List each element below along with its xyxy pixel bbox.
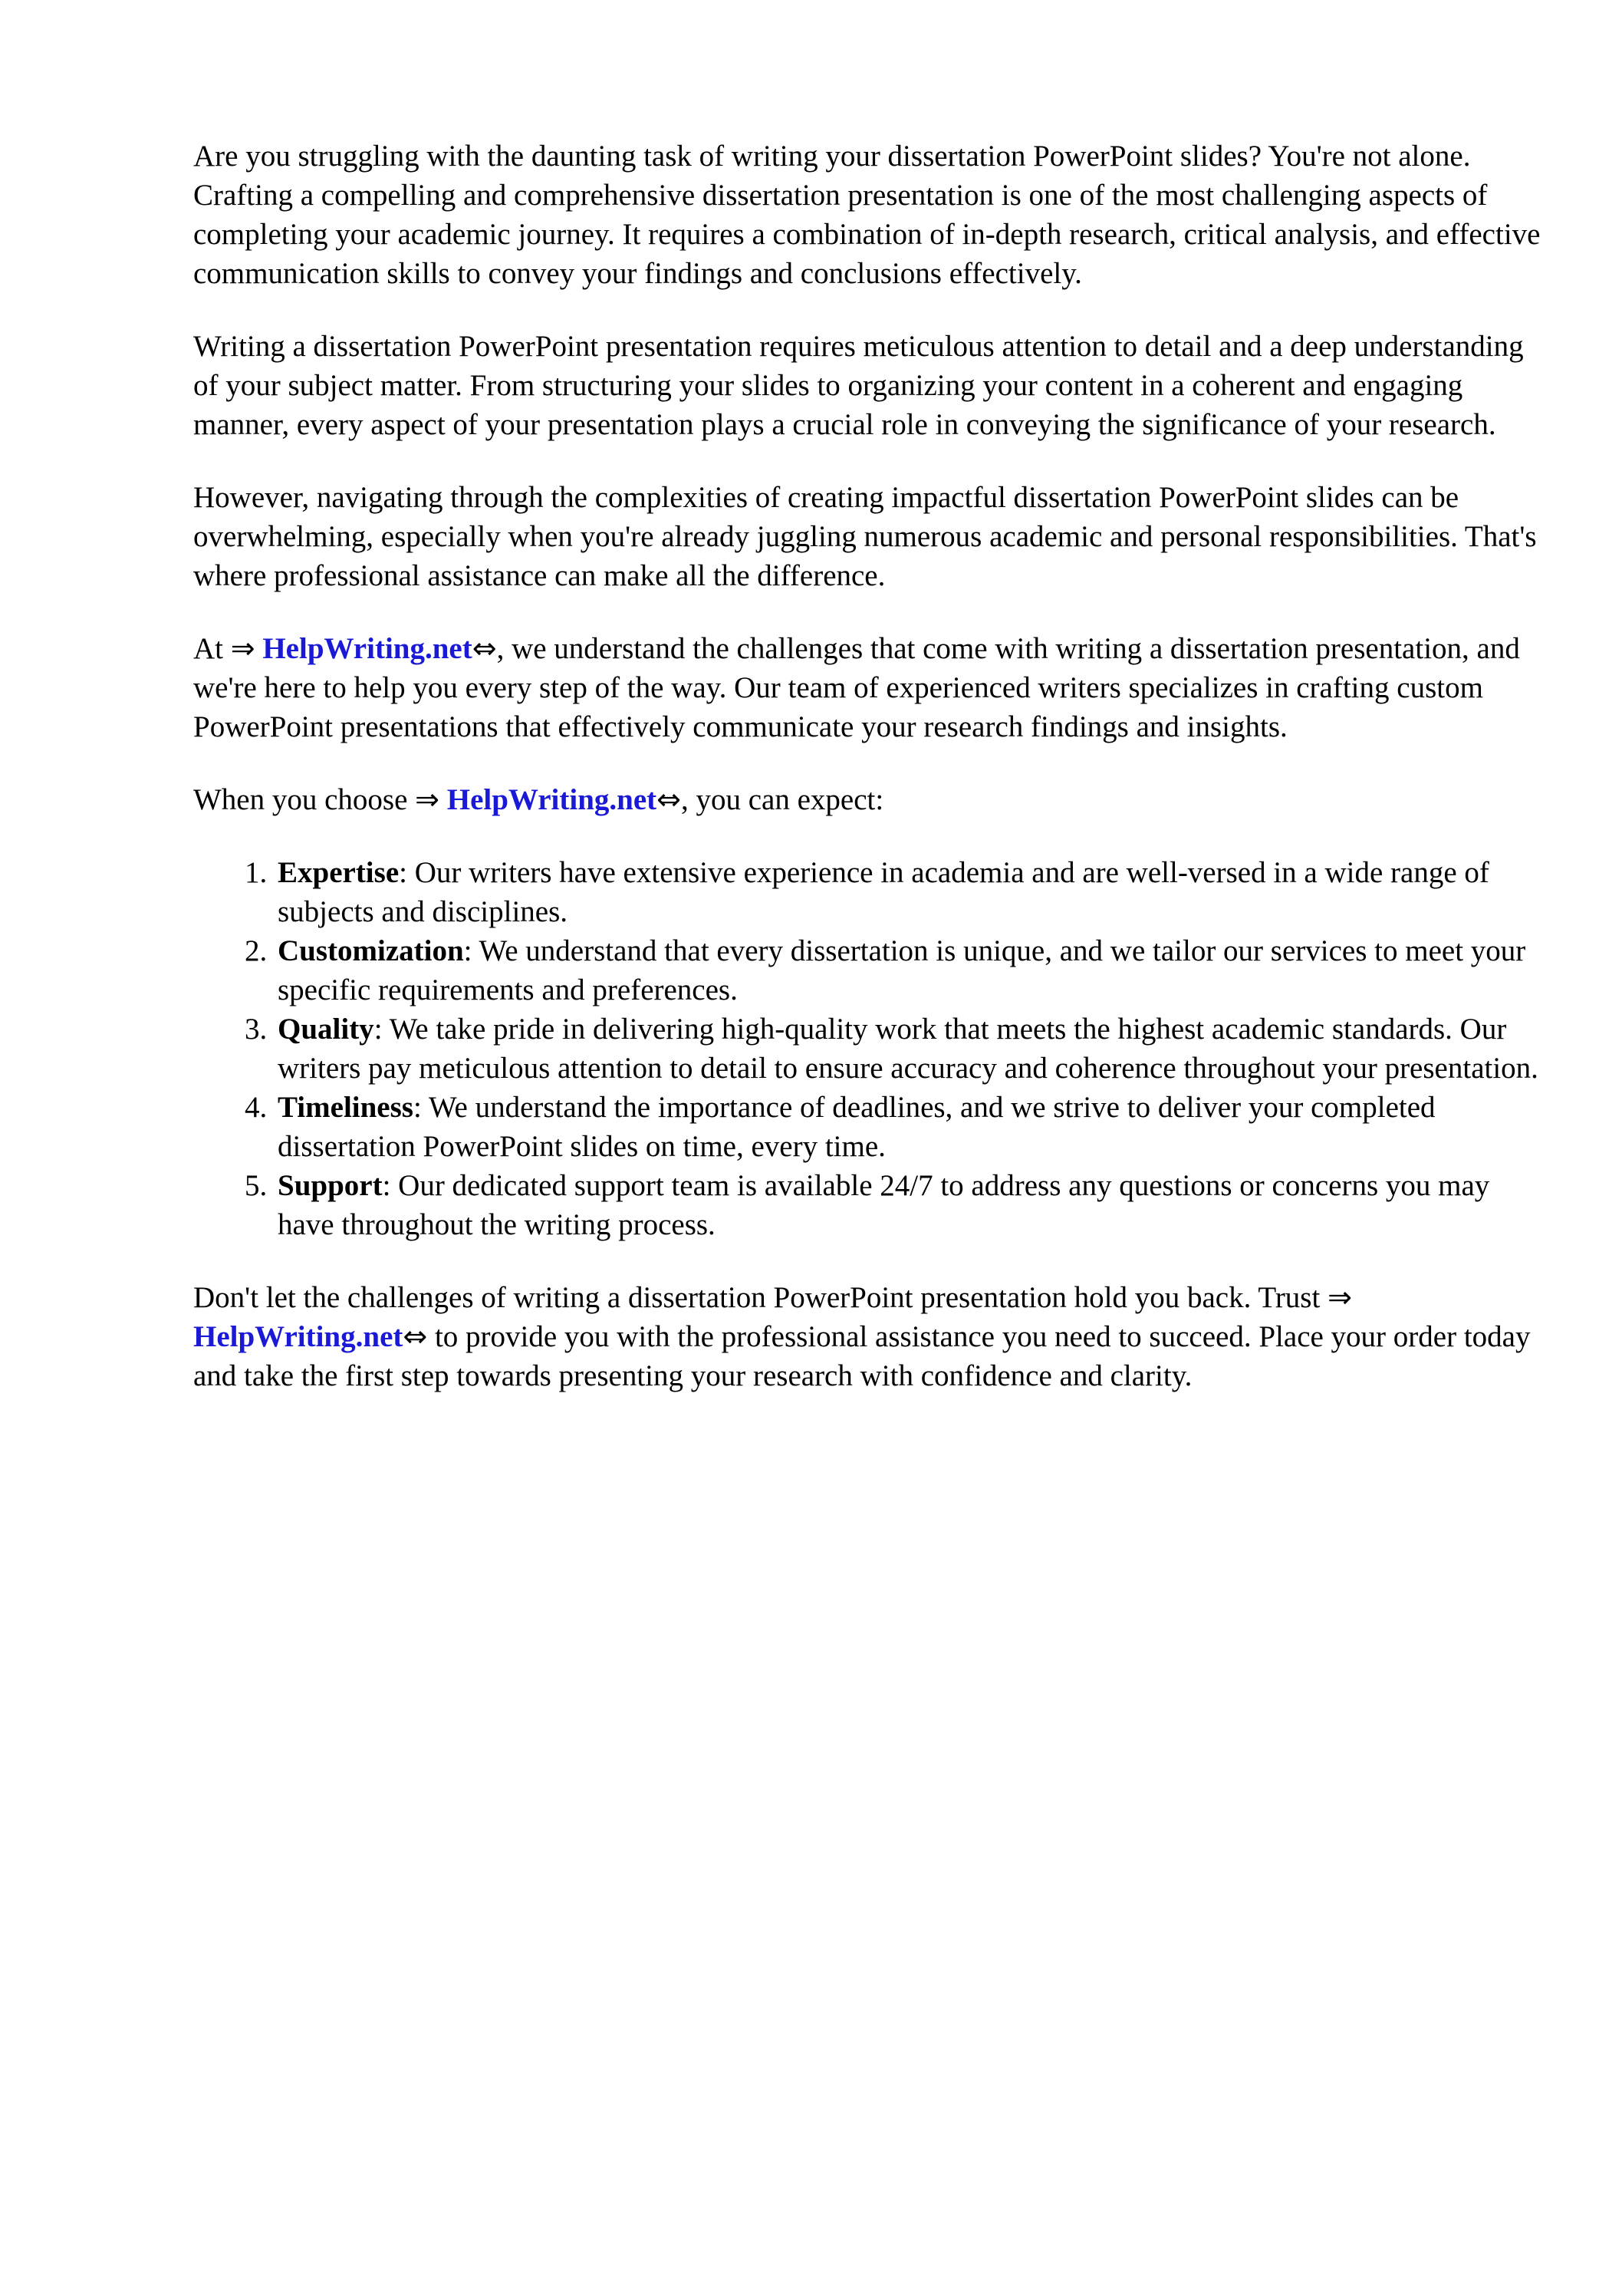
complexity-paragraph: However, navigating through the complexities of creating impactful dissertation PowerPoint slides can be overwhelming, especially when you're already juggling numerous academic and personal responsibilities. That's where professional assistance can make all the difference.	[193, 481, 1537, 592]
list-item-term: Expertise	[278, 856, 400, 889]
list-item-term: Timeliness	[278, 1091, 413, 1124]
double-arrow-icon: ⇔	[472, 631, 497, 665]
list-item-text: : Our writers have extensive experience in academia and are well-versed in a wide range of subjects and disciplines.	[278, 856, 1489, 928]
list-item-text: : We understand the importance of deadlines, and we strive to deliver your completed dissertation PowerPoint slides on time, every time.	[278, 1091, 1436, 1163]
right-arrow-icon: ⇒	[415, 782, 440, 816]
service-paragraph-lead: At	[193, 632, 223, 665]
double-arrow-icon: ⇔	[656, 782, 681, 816]
closing-paragraph-lead: Don't let the challenges of writing a dissertation PowerPoint presentation hold you back. Trust	[193, 1281, 1321, 1314]
document-page	[193, 137, 1543, 1429]
list-item-term: Support	[278, 1169, 383, 1202]
intro-paragraph: Are you struggling with the daunting task of writing your dissertation PowerPoint slides? You're not alone. Crafting a compelling and comprehensive dissertation presentation is one of the most challenging aspects of completing your academic journey. It requires a combination of in-depth research, critical analysis, and effective communication skills to convey your findings and conclusions effectively.	[193, 140, 1541, 290]
benefits-list	[193, 853, 1543, 1244]
expectations-paragraph	[193, 780, 1543, 819]
helpwriting-link[interactable]: HelpWriting.net	[446, 783, 657, 816]
list-item	[275, 1166, 1543, 1244]
list-item-text: : Our dedicated support team is available 24/7 to address any questions or concerns you may have throughout the writing process.	[278, 1169, 1490, 1241]
list-item	[275, 1088, 1543, 1166]
expectations-paragraph-lead: When you choose	[193, 783, 408, 816]
list-item-term: Quality	[278, 1013, 374, 1046]
right-arrow-icon: ⇒	[1328, 1280, 1352, 1314]
expectations-paragraph-text: , you can expect:	[680, 783, 884, 816]
service-paragraph-text: , we understand the challenges that come with writing a dissertation presentation, and we're here to help you every step of the way. Our team of experienced writers specializes in crafting custom PowerPoint presentations that effectively communicate your research findings and insights.	[193, 632, 1520, 743]
closing-paragraph	[193, 1278, 1543, 1395]
list-item-term: Customization	[278, 934, 464, 967]
closing-paragraph-text: to provide you with the professional assistance you need to succeed. Place your order today and take the first step towards presenting your research with confidence and clarity.	[193, 1320, 1531, 1392]
list-item-text: : We take pride in delivering high-quality work that meets the highest academic standards. Our writers pay meticulous attention to detail to ensure accuracy and coherence throughout your presentation.	[278, 1013, 1538, 1085]
list-item-text: : We understand that every dissertation is unique, and we tailor our services to meet your specific requirements and preferences.	[278, 934, 1526, 1006]
list-item	[275, 1010, 1543, 1088]
double-arrow-icon: ⇔	[403, 1319, 428, 1353]
requirements-paragraph: Writing a dissertation PowerPoint presentation requires meticulous attention to detail and a deep understanding of your subject matter. From structuring your slides to organizing your content in a coherent and engaging manner, every aspect of your presentation plays a crucial role in conveying the significance of your research.	[193, 330, 1524, 441]
right-arrow-icon: ⇒	[230, 631, 255, 665]
helpwriting-link[interactable]: HelpWriting.net	[262, 632, 472, 665]
helpwriting-link[interactable]: HelpWriting.net	[193, 1320, 403, 1353]
service-paragraph	[193, 629, 1543, 746]
list-item	[275, 931, 1543, 1010]
list-item	[275, 853, 1543, 931]
